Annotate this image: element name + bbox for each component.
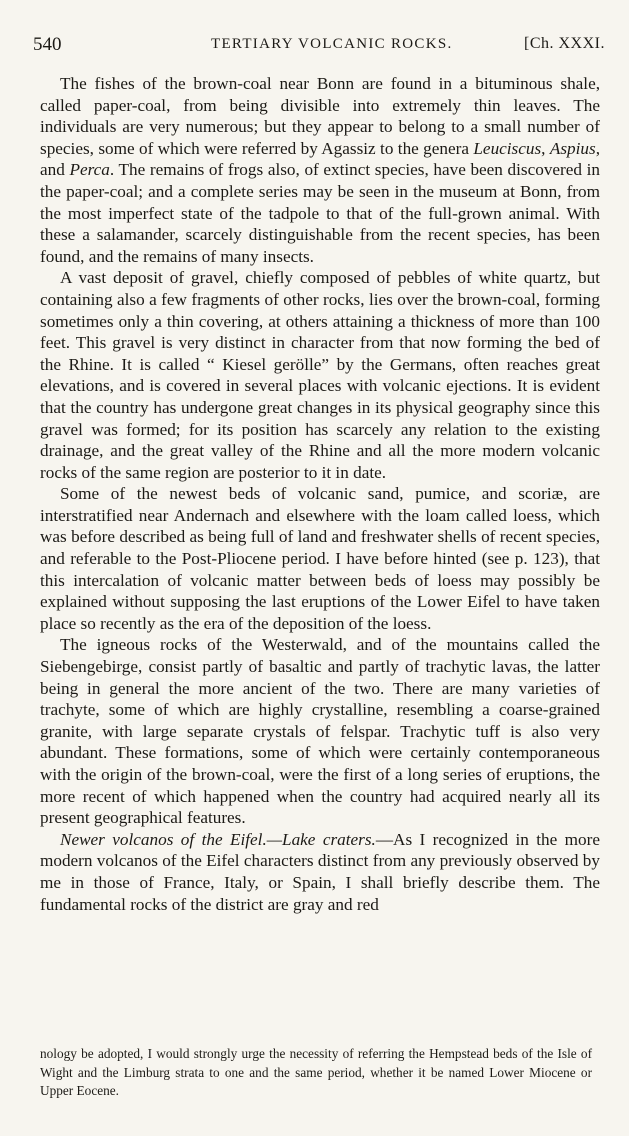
paragraph <box>40 73 600 267</box>
page-number: 540 <box>33 34 62 55</box>
chapter-reference: [Ch. XXXI. <box>524 35 605 52</box>
text-run: The fishes of the brown-coal near Bonn are found in a bituminous shale, called paper-coal, from being divisible into extremely thin leaves. The individuals are very numerous; but they appear to belong to a small number of species, some of which were referred by Agassiz to the genera <box>40 74 600 158</box>
text-run: A vast deposit of gravel, chiefly composed of pebbles of white quartz, but containing also a few fragments of other rocks, lies over the brown-coal, forming sometimes only a thin covering, at others attaining a thickness of more than 100 feet. This gravel is very distinct in character from that now forming the bed of the Rhine. It is called “ Kiesel gerölle” by the Germans, often reaches great elevations, and is covered in several places with volcanic ejections. It is evident that the country has undergone great changes in its physical geography since this gravel was formed; for its position has scarcely any relation to the existing drainage, and the great valley of the Rhine and all the more modern volcanic rocks of the same region are posterior to it in date. <box>40 268 600 482</box>
italic-text: Perca <box>69 160 110 180</box>
text-run: Some of the newest beds of volcanic sand, pumice, and scoriæ, are interstratified near Andernach and elsewhere with the loam called loess, which was before described as being full of land and freshwater shells of recent species, and referable to the Post-Pliocene period. I have before hinted (see p. 123), that this intercalation of volcanic matter between beds of loess may possibly be explained without supposing the last eruptions of the Lower Eifel to have taken place so recently as the era of the deposition of the loess. <box>40 484 600 633</box>
text-run: , and <box>40 138 600 180</box>
text-run: , <box>541 138 550 158</box>
paragraph <box>40 483 600 634</box>
text-run: The igneous rocks of the Westerwald, and of the mountains called the Siebengebirge, consist partly of basaltic and partly of trachytic lavas, the latter being in general the more ancient of the two. There are many varieties of trachyte, some of which are highly crystalline, resembling a coarse-grained granite, with large separate crystals of felspar. Trachytic tuff is also very abundant. These formations, some of which were certainly contemporaneous with the origin of the brown-coal, were the first of a long series of eruptions, the more recent of which happened when the country had acquired nearly all its present geographical features. <box>40 635 600 828</box>
paragraph <box>40 267 600 483</box>
italic-text: Leuciscus <box>473 138 542 158</box>
body-text <box>40 73 600 915</box>
running-header <box>33 34 605 56</box>
footnote <box>40 1045 592 1101</box>
paragraph <box>40 829 600 915</box>
paragraph <box>40 634 600 828</box>
italic-text: Aspius <box>549 138 596 158</box>
footnote-text: nology be adopted, I would strongly urge the necessity of referring the Hempstead beds of the Isle of Wight and the Limburg strata to one and the same period, whether it be named Lower Miocene or Upper Eocene. <box>40 1046 592 1098</box>
running-title: TERTIARY VOLCANIC ROCKS. <box>211 36 453 52</box>
italic-text: Newer volcanos of the Eifel.—Lake craters. <box>60 829 376 849</box>
text-run: . The remains of frogs also, of extinct species, have been discovered in the paper-coal; and a complete series may be seen in the museum at Bonn, from the most imperfect state of the tadpole to that of the full-grown animal. With these a salamander, scarcely distinguishable from the recent species, has been found, and the remains of many insects. <box>40 160 600 266</box>
text-run: —As I recognized in the more modern volcanos of the Eifel characters distinct from any previously observed by me in those of France, Italy, or Spain, I shall briefly describe them. The fundamental rocks of the district are gray and red <box>40 829 600 914</box>
